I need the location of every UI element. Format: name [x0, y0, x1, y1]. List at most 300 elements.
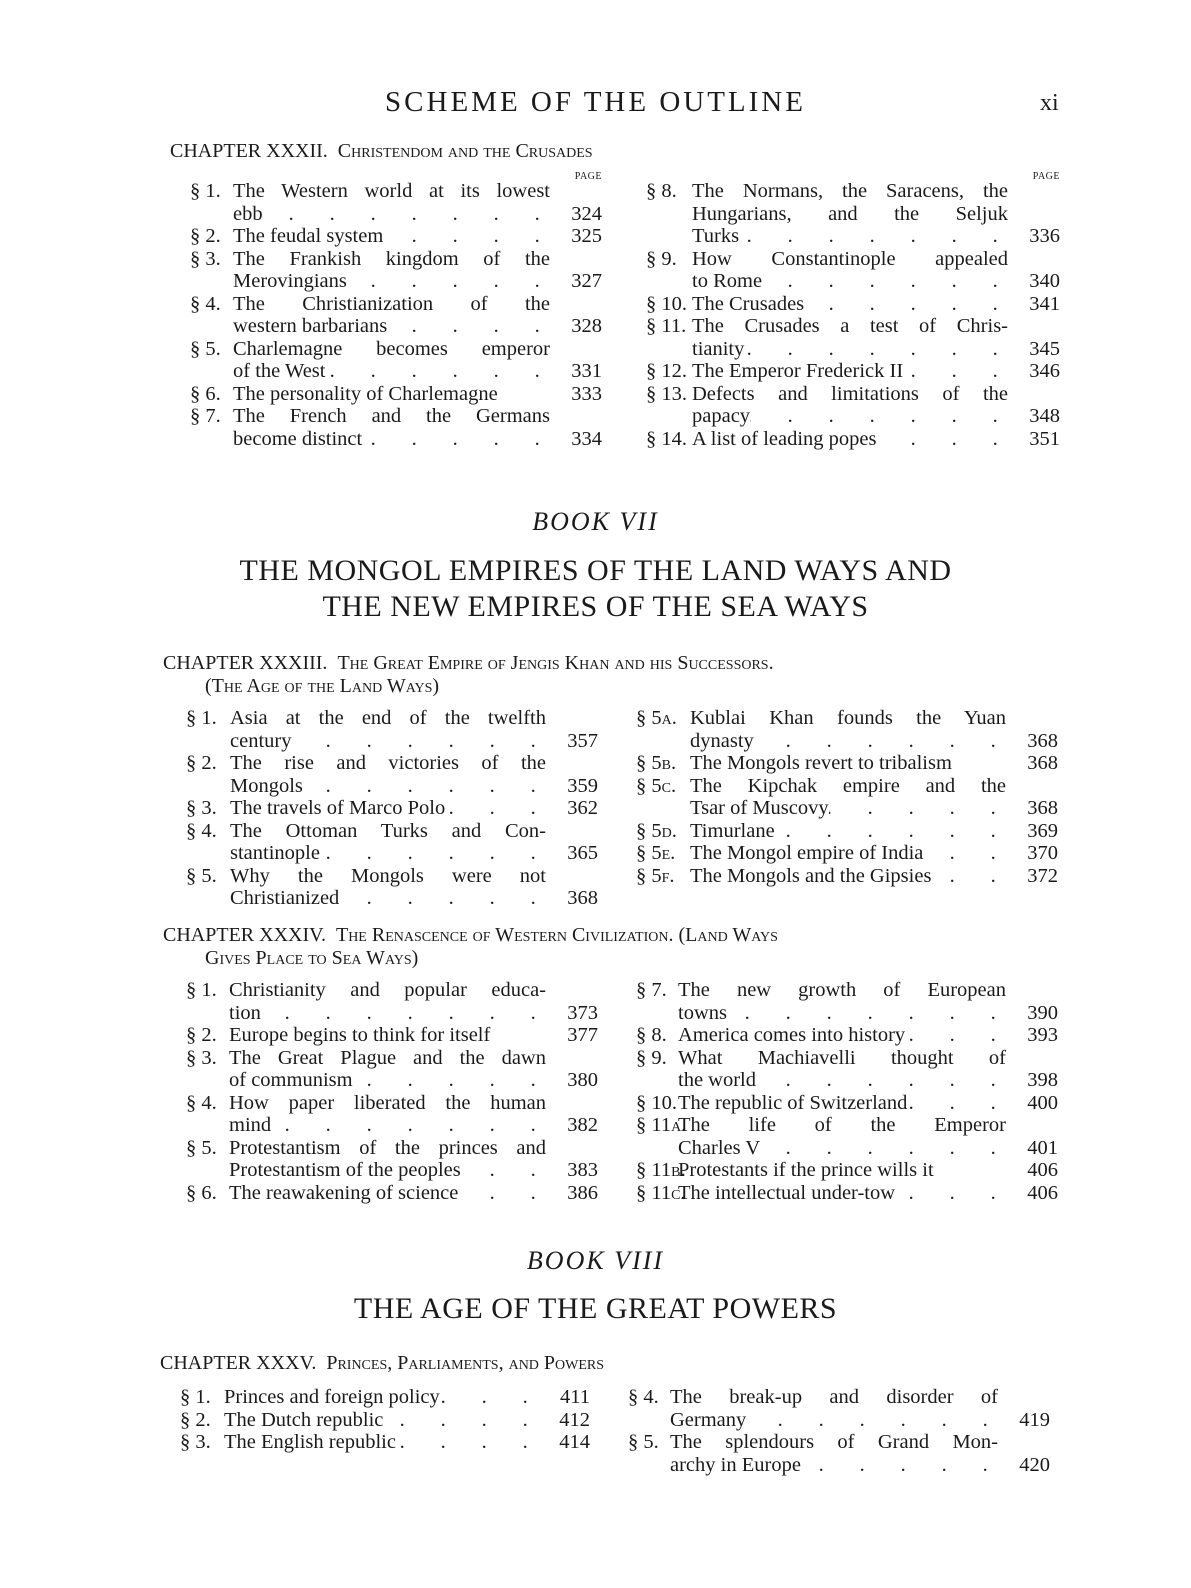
- toc-entry[interactable]: [636, 1092, 1058, 1115]
- entry-title-line: Kublai Khan founds the Yuan: [690, 707, 1006, 729]
- page-number-ref: 345: [1029, 337, 1060, 360]
- toc-column: [186, 979, 598, 1204]
- running-head: SCHEME OF THE OUTLINE: [385, 86, 806, 118]
- section-number: § 5a.: [636, 707, 677, 729]
- entry-title-text: tion: [229, 1001, 261, 1024]
- entry-title-text: Merovingians: [233, 270, 347, 292]
- entry-title-line: [690, 797, 1006, 820]
- section-number: § 3.: [190, 247, 221, 270]
- section-number: § 1.: [190, 180, 221, 202]
- page-number-ref: 401: [1027, 1136, 1058, 1159]
- toc-entry[interactable]: [186, 797, 598, 820]
- section-number: § 1.: [186, 707, 217, 729]
- entry-title-text: The English republic: [224, 1431, 396, 1453]
- dot-leader: [362, 428, 550, 451]
- entry-title-line: [692, 270, 1008, 293]
- chapter-number: CHAPTER XXXIII.: [163, 652, 328, 674]
- dot-leader: [263, 203, 550, 226]
- entry-title-line: [690, 820, 1006, 843]
- page-number-ref: 328: [571, 315, 602, 337]
- entry-title-line: The new growth of European: [678, 979, 1006, 1001]
- entry-title-line: [233, 225, 550, 248]
- entry-title-line: [692, 405, 1008, 428]
- dot-leader: [746, 1409, 998, 1432]
- entry-title-line: [690, 842, 1006, 865]
- toc-column: [628, 1386, 1050, 1476]
- entry-title-line: The Great Plague and the dawn: [229, 1046, 546, 1069]
- dot-leader: [271, 1114, 546, 1137]
- dot-leader: [760, 1137, 1006, 1160]
- entry-title-line: [692, 428, 1008, 451]
- page-number-ref: 333: [571, 382, 602, 405]
- entry-title-text: Protestantism of the peoples: [229, 1159, 461, 1181]
- entry-title-line: [678, 1092, 1006, 1115]
- entry-title-line: The splendours of Grand Mon-: [670, 1431, 998, 1453]
- entry-title-line: [670, 1454, 998, 1477]
- page-number-ref: 327: [571, 270, 602, 292]
- page-number-ref: 373: [567, 1001, 598, 1024]
- entry-title-line: [233, 315, 550, 338]
- section-number: § 2.: [186, 752, 217, 774]
- toc-entry[interactable]: [628, 1386, 1050, 1431]
- toc-entry[interactable]: [190, 293, 602, 338]
- toc-entry[interactable]: [636, 865, 1058, 888]
- dot-leader: [291, 730, 546, 753]
- page-number-ref: 386: [567, 1181, 598, 1204]
- page-number-ref: 336: [1029, 225, 1060, 247]
- entry-title-line: [224, 1409, 538, 1432]
- book-title: [0, 553, 1191, 625]
- toc-column: [190, 171, 602, 450]
- chapter-title: Christendom and the Crusades: [337, 140, 593, 162]
- page-number-ref: 357: [567, 729, 598, 752]
- chapter-title-cont: (The Age of the Land Ways): [205, 675, 440, 697]
- entry-title-line: The rise and victories of the: [230, 752, 546, 774]
- section-number: § 5d.: [636, 819, 677, 842]
- entry-title-text: The reawakening of science: [229, 1181, 459, 1204]
- entry-title-text: The Emperor Frederick II: [692, 360, 904, 382]
- chapter-title: The Great Empire of Jengis Khan and his Successors.: [337, 652, 774, 674]
- entry-title-text: Turks: [692, 225, 740, 247]
- dot-leader: [775, 820, 1006, 843]
- section-number: § 9.: [646, 247, 677, 270]
- entry-title-line: [692, 338, 1008, 361]
- dot-leader: [931, 865, 1006, 888]
- page-number-ref: 346: [1029, 360, 1060, 382]
- entry-title-text: America comes into history: [678, 1024, 906, 1046]
- entry-title-line: [690, 752, 1006, 775]
- book-title-line: THE AGE OF THE GREAT POWERS: [353, 1292, 838, 1325]
- entry-title-line: [224, 1431, 538, 1454]
- section-number: § 7.: [636, 979, 667, 1001]
- page-number-ref: 351: [1029, 427, 1060, 450]
- section-number: § 5.: [190, 337, 221, 360]
- dot-leader: [923, 842, 1006, 865]
- entry-title-text: The Mongol empire of India: [690, 842, 924, 864]
- book-label: BOOK VII: [532, 507, 659, 536]
- entry-title-line: [678, 1137, 1006, 1160]
- toc-entry[interactable]: [636, 707, 1058, 752]
- page-number-ref: 398: [1027, 1069, 1058, 1091]
- page-number-ref: 406: [1027, 1181, 1058, 1204]
- entry-title-line: [230, 797, 546, 820]
- entry-title-line: The Crusades a test of Chris-: [692, 315, 1008, 337]
- entry-title-text: The Crusades: [692, 292, 805, 315]
- entry-title-line: Why the Mongols were not: [230, 864, 546, 887]
- dot-leader: [727, 1002, 1006, 1025]
- book-title: [0, 1291, 1191, 1327]
- toc-entry[interactable]: [646, 360, 1060, 383]
- entry-title-text: to Rome: [692, 270, 763, 292]
- dot-leader: [303, 775, 546, 798]
- dot-leader: [383, 1409, 538, 1432]
- entry-title-text: tianity: [692, 337, 745, 360]
- entry-title-line: The French and the Germans: [233, 405, 550, 427]
- toc-entry[interactable]: [186, 979, 598, 1024]
- entry-title-text: Europe begins to think for itself: [229, 1024, 491, 1046]
- section-number: § 13.: [646, 382, 687, 405]
- entry-title-text: The feudal system: [233, 225, 384, 247]
- section-number: § 1.: [186, 979, 217, 1001]
- entry-title-text: dynasty: [690, 729, 754, 752]
- entry-title-line: How Constantinople appealed: [692, 247, 1008, 270]
- page-number-ref: 365: [567, 842, 598, 864]
- toc-entry[interactable]: [180, 1386, 590, 1409]
- toc-entry[interactable]: [636, 775, 1058, 820]
- page-number-ref: 331: [571, 360, 602, 382]
- entry-title-line: [678, 1024, 1006, 1047]
- page-number-ref: 419: [1019, 1408, 1050, 1431]
- section-number: § 11b.: [636, 1159, 686, 1181]
- entry-title-line: The life of the Emperor: [678, 1114, 1006, 1136]
- dot-leader: [347, 270, 550, 293]
- chapter-heading-35: [160, 1352, 604, 1375]
- entry-title-line: [229, 1159, 546, 1182]
- entry-title-text: The personality of Charlemagne: [233, 382, 498, 405]
- entry-title-line: [692, 360, 1008, 383]
- entry-title-line: [670, 1409, 998, 1432]
- page-number-ref: 414: [559, 1431, 590, 1453]
- section-number: § 5.: [628, 1431, 659, 1453]
- page-number-ref: 406: [1027, 1159, 1058, 1181]
- section-number: § 3.: [186, 1046, 217, 1069]
- section-number: § 5c.: [636, 774, 677, 797]
- chapter-title-cont: Gives Place to Sea Ways): [205, 947, 419, 969]
- toc-entry[interactable]: [186, 752, 598, 797]
- toc-entry[interactable]: [636, 1114, 1058, 1159]
- toc-entry[interactable]: [636, 979, 1058, 1024]
- page-number-ref: 324: [571, 202, 602, 225]
- toc-entry[interactable]: [190, 338, 602, 383]
- entry-title-text: stantinople: [230, 842, 320, 864]
- dot-leader: [829, 797, 1006, 820]
- dot-leader: [458, 1182, 546, 1205]
- dot-leader: [876, 428, 1008, 451]
- entry-title-text: The intellectual under-tow: [678, 1181, 896, 1204]
- page-number-ref: 382: [567, 1114, 598, 1136]
- entry-title-line: [229, 1002, 546, 1025]
- entry-title-line: [692, 293, 1008, 316]
- page-number-ref: 341: [1029, 292, 1060, 315]
- entry-title-line: The Western world at its lowest: [233, 180, 550, 202]
- entry-title-text: western barbarians: [233, 315, 388, 337]
- page-number-ref: 390: [1027, 1001, 1058, 1024]
- dot-leader: [325, 360, 550, 383]
- entry-title-line: [224, 1386, 538, 1409]
- page-number-ref: 368: [1027, 752, 1058, 774]
- section-number: § 5.: [186, 1136, 217, 1159]
- section-number: § 2.: [190, 225, 221, 247]
- dot-leader: [905, 1024, 1006, 1047]
- page-number-ref: 377: [567, 1024, 598, 1046]
- entry-title-text: Mongols: [230, 774, 303, 797]
- dot-leader: [320, 842, 546, 865]
- entry-title-line: [678, 1159, 1006, 1182]
- entry-title-line: [233, 360, 550, 383]
- toc-entry[interactable]: [186, 1047, 598, 1092]
- toc-column: [180, 1386, 590, 1454]
- chapter-number: CHAPTER XXXII.: [170, 140, 328, 162]
- page-number-ref: 325: [571, 225, 602, 247]
- section-number: § 4.: [186, 819, 217, 842]
- section-number: § 4.: [628, 1386, 659, 1408]
- section-number: § 12.: [646, 360, 687, 382]
- toc-entry[interactable]: [636, 842, 1058, 865]
- toc-entry[interactable]: [190, 248, 602, 293]
- chapter-title: The Renascence of Western Civilization. (Land Ways: [335, 924, 778, 946]
- entry-title-line: The break-up and disorder of: [670, 1386, 998, 1408]
- page-number-ref: 393: [1027, 1024, 1058, 1046]
- entry-title-text: The Mongols revert to tribalism: [690, 752, 952, 774]
- section-number: § 3.: [186, 797, 217, 819]
- toc-entry[interactable]: [186, 820, 598, 865]
- entry-title-line: [229, 1114, 546, 1137]
- dot-leader: [396, 1431, 538, 1454]
- page-number-ref: 334: [571, 427, 602, 450]
- section-number: § 9.: [636, 1046, 667, 1069]
- toc-column: [636, 979, 1058, 1204]
- dot-leader: [804, 293, 1008, 316]
- entry-title-line: What Machiavelli thought of: [678, 1046, 1006, 1069]
- entry-title-text: The Mongols and the Gipsies: [690, 864, 932, 887]
- entry-title-text: The travels of Marco Polo: [230, 797, 446, 819]
- entry-title-text: become distinct: [233, 427, 363, 450]
- chapter-number: CHAPTER XXXV.: [160, 1352, 317, 1374]
- dot-leader: [903, 360, 1008, 383]
- entry-title-text: Germany: [670, 1408, 747, 1431]
- toc-entry[interactable]: [646, 428, 1060, 451]
- page-number-ref: 411: [560, 1386, 590, 1408]
- book-title-line: THE MONGOL EMPIRES OF THE LAND WAYS AND: [239, 554, 952, 587]
- entry-title-line: [678, 1182, 1006, 1205]
- entry-title-line: Charlemagne becomes emperor: [233, 337, 550, 360]
- entry-title-line: [230, 842, 546, 865]
- page-number-ref: 369: [1027, 819, 1058, 842]
- toc-column: [646, 171, 1060, 450]
- dot-leader: [895, 1182, 1006, 1205]
- section-number: § 5b.: [636, 752, 677, 774]
- dot-leader: [756, 1069, 1006, 1092]
- section-number: § 6.: [190, 382, 221, 405]
- page-number-ref: 348: [1029, 405, 1060, 427]
- dot-leader: [353, 1069, 546, 1092]
- entry-title-line: Asia at the end of the twelfth: [230, 707, 546, 729]
- entry-title-text: A list of leading popes: [692, 427, 877, 450]
- toc-column: [636, 707, 1058, 887]
- entry-title-text: mind: [229, 1114, 272, 1136]
- entry-title-text: Christianized: [230, 887, 340, 909]
- book-title-line: THE NEW EMPIRES OF THE SEA WAYS: [322, 590, 869, 623]
- section-number: § 7.: [190, 405, 221, 427]
- toc-entry[interactable]: [186, 707, 598, 752]
- chapter-title: Princes, Parliaments, and Powers: [326, 1352, 605, 1374]
- entry-title-text: of communism: [229, 1069, 353, 1091]
- toc-entry[interactable]: [190, 383, 602, 406]
- section-number: § 5f.: [636, 864, 675, 887]
- dot-leader: [339, 887, 546, 910]
- toc-entry[interactable]: [186, 865, 598, 910]
- toc-column: [186, 707, 598, 910]
- chapter-heading-33: [163, 652, 774, 698]
- toc-entry[interactable]: [636, 1024, 1058, 1047]
- entry-title-text: century: [230, 729, 292, 752]
- entry-title-line: [233, 428, 550, 451]
- toc-entry[interactable]: [186, 1024, 598, 1047]
- chapter-number: CHAPTER XXXIV.: [163, 924, 326, 946]
- entry-title-line: [233, 383, 550, 406]
- toc-entry[interactable]: [186, 1182, 598, 1205]
- entry-title-line: Hungarians, and the Seljuk: [692, 202, 1008, 225]
- section-number: § 2.: [186, 1024, 217, 1046]
- toc-entry[interactable]: [180, 1409, 590, 1432]
- entry-title-line: [233, 270, 550, 293]
- entry-title-line: Defects and limitations of the: [692, 382, 1008, 405]
- entry-title-line: The Frankish kingdom of the: [233, 247, 550, 270]
- section-number: § 14.: [646, 427, 687, 450]
- dot-leader: [461, 1159, 546, 1182]
- entry-title-line: [229, 1024, 546, 1047]
- book-label: BOOK VIII: [526, 1246, 665, 1275]
- dot-leader: [907, 1092, 1006, 1115]
- toc-entry[interactable]: [180, 1431, 590, 1454]
- section-number: § 3.: [180, 1431, 211, 1453]
- toc-entry[interactable]: [646, 383, 1060, 428]
- entry-title-text: Tsar of Muscovy: [690, 797, 829, 819]
- toc-entry[interactable]: [646, 180, 1060, 248]
- page-number-ref: 400: [1027, 1091, 1058, 1114]
- entry-title-text: papacy: [692, 405, 751, 427]
- toc-entry[interactable]: [646, 315, 1060, 360]
- page-number-ref: 370: [1027, 842, 1058, 864]
- toc-entry[interactable]: [636, 1182, 1058, 1205]
- toc-entry[interactable]: [646, 248, 1060, 293]
- toc-entry[interactable]: [186, 1137, 598, 1182]
- toc-entry[interactable]: [636, 752, 1058, 775]
- page-number-ref: 420: [1019, 1453, 1050, 1476]
- section-number: § 8.: [646, 180, 677, 202]
- section-number: § 10.: [646, 292, 687, 315]
- section-number: § 11a.: [636, 1114, 687, 1136]
- page-number-ref: 368: [1027, 729, 1058, 752]
- entry-title-text: Timurlane: [690, 819, 775, 842]
- entry-title-text: The Dutch republic: [224, 1408, 384, 1431]
- page-number-ref: 383: [567, 1159, 598, 1181]
- section-number: § 10.: [636, 1091, 677, 1114]
- toc-entry[interactable]: [190, 225, 602, 248]
- dot-leader: [750, 405, 1008, 428]
- entry-title-text: Princes and foreign policy: [224, 1386, 440, 1408]
- entry-title-line: [230, 887, 546, 910]
- dot-leader: [744, 338, 1008, 361]
- toc-entry[interactable]: [636, 1159, 1058, 1182]
- dot-leader: [440, 1386, 538, 1409]
- entry-title-line: [692, 225, 1008, 248]
- section-number: § 11.: [646, 315, 687, 337]
- entry-title-line: The Kipchak empire and the: [690, 774, 1006, 797]
- entry-title-line: The Christianization of the: [233, 292, 550, 315]
- entry-title-line: [690, 865, 1006, 888]
- section-number: § 1.: [180, 1386, 211, 1408]
- toc-entry[interactable]: [190, 180, 602, 225]
- entry-title-line: Christianity and popular educa-: [229, 979, 546, 1001]
- chapter-heading-34: [163, 924, 778, 970]
- chapter-heading-32: [170, 140, 593, 163]
- toc-entry[interactable]: [636, 1047, 1058, 1092]
- page-number-ref: 340: [1029, 270, 1060, 292]
- entry-title-text: towns: [678, 1001, 727, 1024]
- page-number-ref: 380: [567, 1069, 598, 1091]
- page-number-ref: 359: [567, 774, 598, 797]
- section-number: § 2.: [180, 1408, 211, 1431]
- entry-title-line: [229, 1182, 546, 1205]
- page-number-ref: 412: [559, 1408, 590, 1431]
- toc-entry[interactable]: [186, 1092, 598, 1137]
- entry-title-line: [678, 1002, 1006, 1025]
- section-number: § 6.: [186, 1181, 217, 1204]
- toc-entry[interactable]: [190, 405, 602, 450]
- entry-title-line: Protestantism of the princes and: [229, 1136, 546, 1159]
- entry-title-text: archy in Europe: [670, 1453, 801, 1476]
- entry-title-text: the world: [678, 1069, 756, 1091]
- page-number-ref: 368: [1027, 797, 1058, 819]
- dot-leader: [383, 225, 550, 248]
- entry-title-line: The Normans, the Saracens, the: [692, 180, 1008, 202]
- toc-entry[interactable]: [628, 1431, 1050, 1476]
- section-number: § 4.: [186, 1091, 217, 1114]
- toc-entry[interactable]: [646, 293, 1060, 316]
- entry-title-text: Protestants if the prince wills it: [678, 1159, 934, 1181]
- dot-leader: [762, 270, 1008, 293]
- page-number-ref: 372: [1027, 864, 1058, 887]
- section-number: § 5e.: [636, 842, 676, 864]
- entry-title-text: The republic of Switzerland: [678, 1091, 908, 1114]
- entry-title-line: How paper liberated the human: [229, 1091, 546, 1114]
- dot-leader: [739, 225, 1008, 248]
- section-number: § 8.: [636, 1024, 667, 1046]
- entry-title-line: [678, 1069, 1006, 1092]
- entry-title-text: of the West: [233, 360, 326, 382]
- page-number-ref: 362: [567, 797, 598, 819]
- dot-leader: [261, 1002, 546, 1025]
- entry-title-line: [230, 775, 546, 798]
- entry-title-text: ebb: [233, 202, 263, 225]
- page-column-label: PAGE: [1032, 171, 1060, 182]
- dot-leader: [445, 797, 546, 820]
- toc-entry[interactable]: [636, 820, 1058, 843]
- dot-leader: [801, 1454, 998, 1477]
- dot-leader: [754, 730, 1006, 753]
- entry-title-text: Charles V: [678, 1136, 761, 1159]
